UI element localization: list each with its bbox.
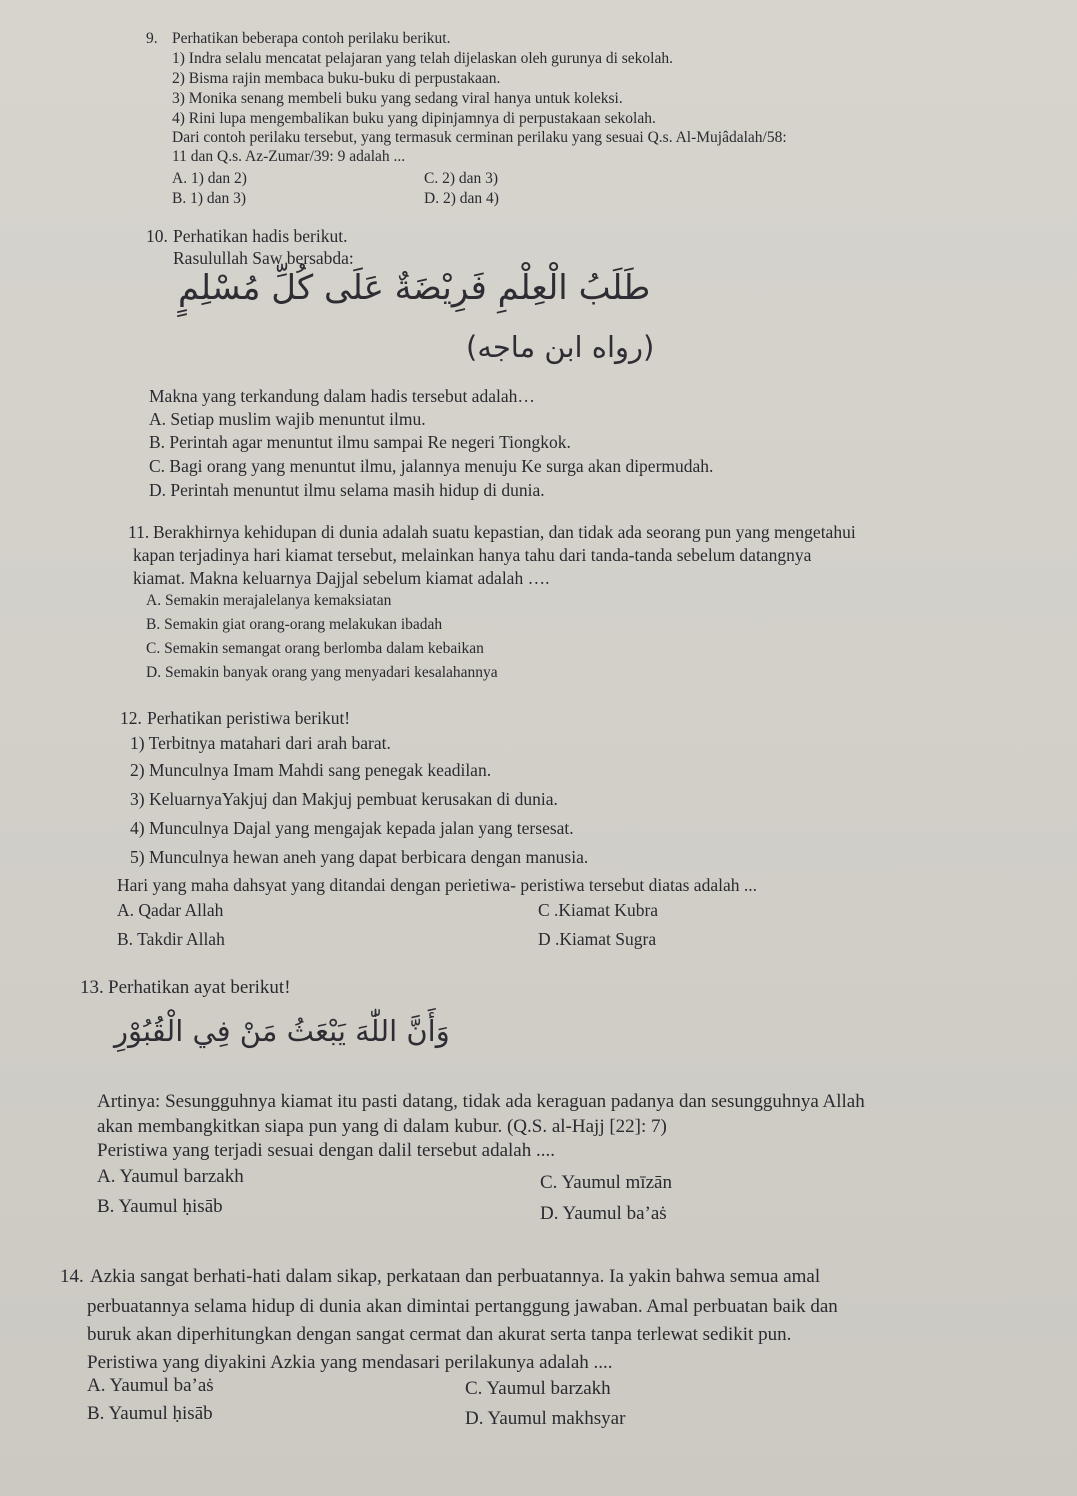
option-d[interactable]: D. Perintah menuntut ilmu selama masih hidup di dunia.	[149, 480, 545, 500]
question-number: 10.	[146, 226, 168, 246]
question-text: Azkia sangat berhati-hati dalam sikap, perkataan dan perbuatannya. Ia yakin bahwa semua amal	[90, 1266, 821, 1287]
question-text: buruk akan diperhitungkan dengan sangat cermat dan akurat serta tanpa terlewat sedikit pun.	[87, 1324, 792, 1345]
option-d[interactable]: D. 2) dan 4)	[424, 190, 499, 207]
question-number: 9.	[146, 30, 158, 47]
list-item: 5) Munculnya hewan aneh yang dapat berbicara dengan manusia.	[130, 847, 589, 867]
hadith-source: (رواه ابن ماجه)	[466, 330, 655, 364]
option-c[interactable]: C. 2) dan 3)	[424, 170, 499, 187]
option-a[interactable]: A. Semakin merajalelanya kemaksiatan	[146, 592, 392, 609]
option-b[interactable]: B. Yaumul ḥisāb	[97, 1196, 223, 1217]
option-a[interactable]: A. Yaumul ba’aṡ	[87, 1375, 214, 1396]
option-c[interactable]: C. Semakin semangat orang berlomba dalam kebaikan	[146, 640, 484, 657]
list-item: 1) Terbitnya matahari dari arah barat.	[130, 733, 391, 753]
question-text: Makna yang terkandung dalam hadis tersebut adalah…	[149, 386, 535, 406]
question-text: Hari yang maha dahsyat yang ditandai dengan perietiwa- peristiwa tersebut diatas adalah ...	[117, 875, 757, 895]
question-stem: Perhatikan ayat berikut!	[108, 977, 291, 998]
question-text: perbuatannya selama hidup di dunia akan dimintai pertanggung jawaban. Amal perbuatan baik dan	[87, 1296, 838, 1317]
list-item: 1) Indra selalu mencatat pelajaran yang telah dijelaskan oleh gurunya di sekolah.	[172, 50, 673, 67]
list-item: 4) Rini lupa mengembalikan buku yang dipinjamnya di perpustakaan sekolah.	[172, 110, 656, 127]
option-a[interactable]: A. Qadar Allah	[117, 900, 224, 920]
option-b[interactable]: B. 1) dan 3)	[172, 190, 247, 207]
option-c[interactable]: C. Bagi orang yang menuntut ilmu, jalannya menuju Ke surga akan dipermudah.	[149, 456, 714, 476]
option-b[interactable]: B. Perintah agar menuntut ilmu sampai Re negeri Tiongkok.	[149, 432, 571, 452]
option-c[interactable]: C. Yaumul barzakh	[465, 1378, 611, 1399]
question-text: kiamat. Makna keluarnya Dajjal sebelum kiamat adalah ….	[133, 568, 550, 588]
option-a[interactable]: A. 1) dan 2)	[172, 170, 247, 187]
list-item: 2) Munculnya Imam Mahdi sang penegak keadilan.	[130, 760, 492, 780]
question-number: 13.	[80, 977, 104, 998]
option-b[interactable]: B. Takdir Allah	[117, 929, 225, 949]
option-d[interactable]: D. Yaumul makhsyar	[465, 1408, 626, 1429]
question-text: Peristiwa yang diyakini Azkia yang mendasari perilakunya adalah ....	[87, 1352, 613, 1373]
translation-text: akan membangkitkan siapa pun yang di dalam kubur. (Q.S. al-Hajj [22]: 7)	[97, 1116, 667, 1137]
list-item: 2) Bisma rajin membaca buku-buku di perpustakaan.	[172, 70, 501, 87]
question-number: 14.	[60, 1266, 84, 1287]
question-text: Berakhirnya kehidupan di dunia adalah suatu kepastian, dan tidak ada seorang pun yang mengetahui	[153, 522, 856, 542]
option-a[interactable]: A. Yaumul barzakh	[97, 1166, 244, 1187]
list-item: 3) Monika senang membeli buku yang sedang viral hanya untuk koleksi.	[172, 90, 623, 107]
list-item: 4) Munculnya Dajal yang mengajak kepada jalan yang tersesat.	[130, 818, 574, 838]
option-b[interactable]: B. Semakin giat orang-orang melakukan ibadah	[146, 616, 443, 633]
question-number: 11.	[128, 522, 150, 542]
option-a[interactable]: A. Setiap muslim wajib menuntut ilmu.	[149, 409, 426, 429]
question-text: Rasulullah Saw bersabda:	[173, 248, 354, 268]
question-text: Peristiwa yang terjadi sesuai dengan dalil tersebut adalah ....	[97, 1140, 555, 1161]
question-stem: Perhatikan hadis berikut.	[173, 226, 348, 246]
option-c[interactable]: C .Kiamat Kubra	[538, 900, 659, 920]
arabic-verse: وَأَنَّ اللّٰهَ يَبْعَثُ مَنْ فِي الْقُبُوْرِ	[114, 1014, 450, 1048]
option-c[interactable]: C. Yaumul mīzān	[540, 1172, 672, 1193]
question-stem: Perhatikan beberapa contoh perilaku berikut.	[172, 30, 451, 47]
question-stem: Perhatikan peristiwa berikut!	[147, 708, 351, 728]
list-item: 3) KeluarnyaYakjuj dan Makjuj pembuat kerusakan di dunia.	[130, 789, 558, 809]
question-text: Dari contoh perilaku tersebut, yang termasuk cerminan perilaku yang sesuai Q.s. Al-Mujâdalah/58:	[172, 129, 787, 146]
option-d[interactable]: D .Kiamat Sugra	[538, 929, 657, 949]
question-number: 12.	[120, 708, 142, 728]
option-b[interactable]: B. Yaumul ḥisāb	[87, 1403, 213, 1424]
arabic-hadith: طَلَبُ الْعِلْمِ فَرِيْضَةٌ عَلَى كُلِّ مُسْلِمٍ	[178, 268, 651, 308]
option-d[interactable]: D. Yaumul ba’aṡ	[540, 1203, 667, 1224]
question-text: kapan terjadinya hari kiamat tersebut, melainkan hanya tahu dari tanda-tanda sebelum datangnya	[133, 545, 812, 565]
question-text: 11 dan Q.s. Az-Zumar/39: 9 adalah ...	[172, 148, 406, 165]
translation-text: Artinya: Sesungguhnya kiamat itu pasti datang, tidak ada keraguan padanya dan sesungguhnya Allah	[97, 1091, 865, 1112]
option-d[interactable]: D. Semakin banyak orang yang menyadari kesalahannya	[146, 664, 498, 681]
